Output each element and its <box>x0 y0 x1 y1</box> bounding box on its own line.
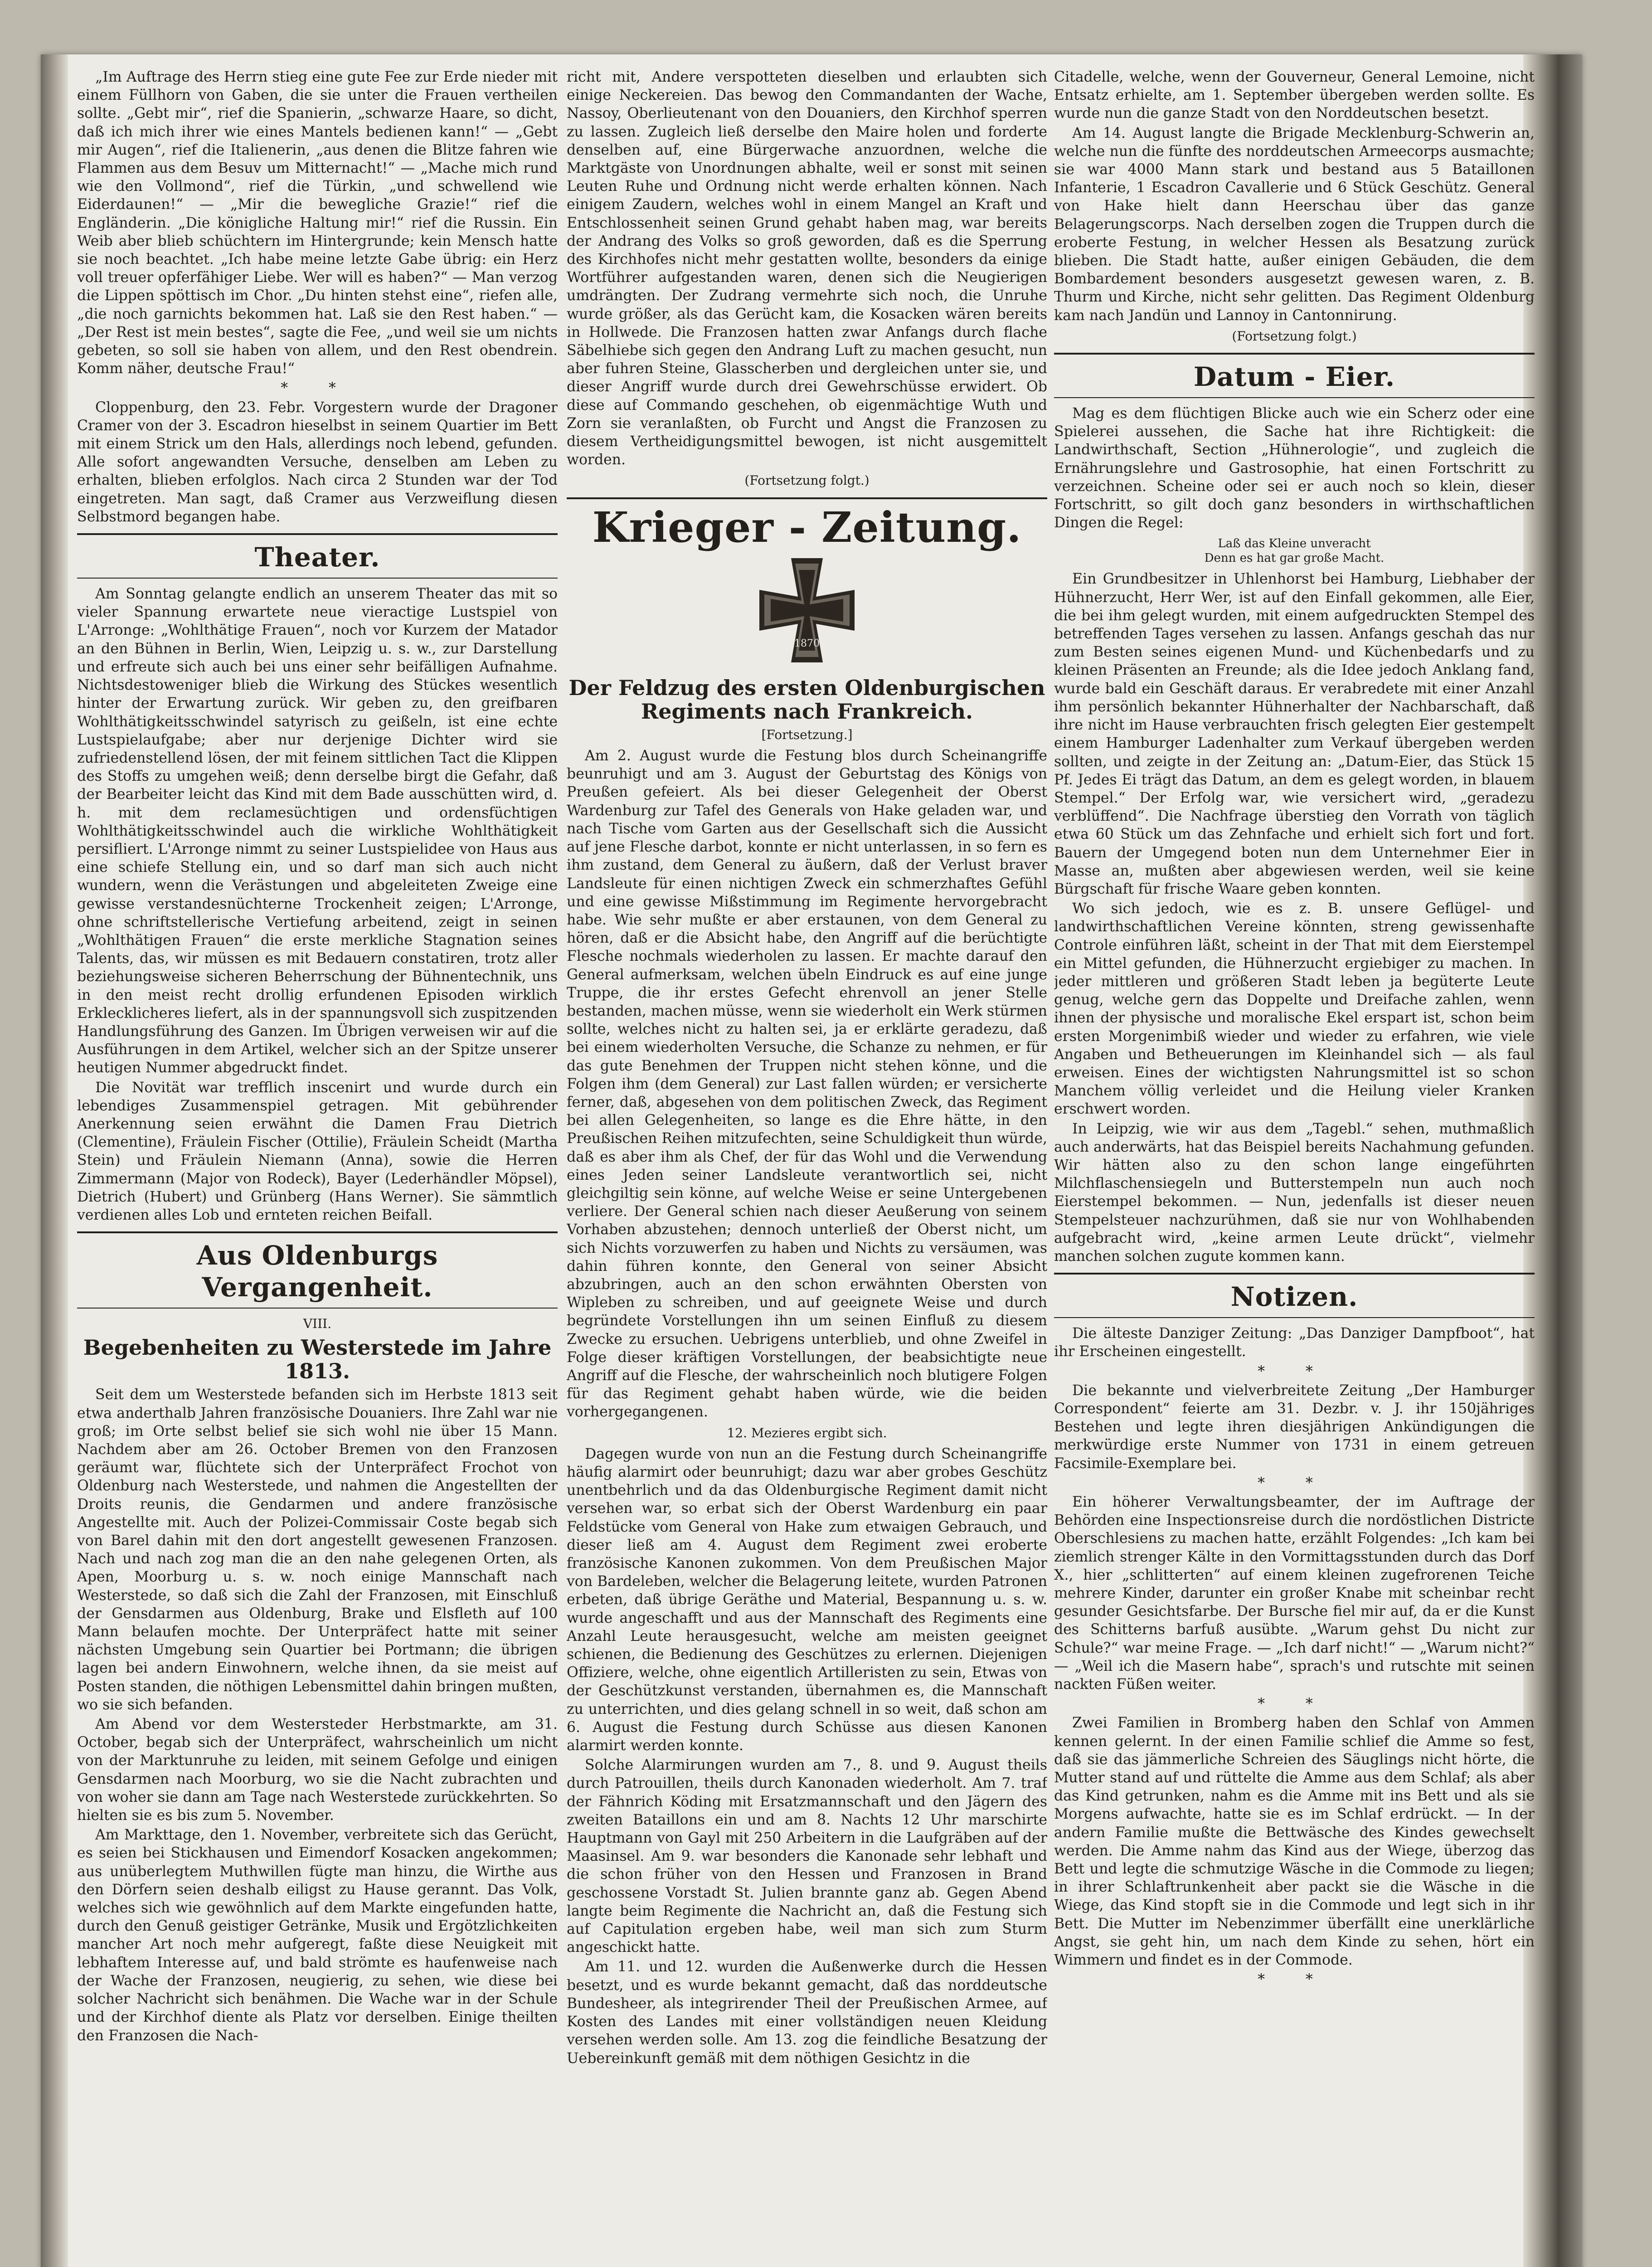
section-rule <box>77 1308 558 1309</box>
article-paragraph: Am 14. August langte die Brigade Mecklenburg-Schwerin an, welche nun die fünfte des norddeutschen Armeecorps ausmachte; sie war 4000 Mann stark und bestand aus 5 Bataillonen Infanterie, 1 Escadron Cavallerie und 6 Stück Geschütz. General von Hake hielt dann Heerschau über das ganze Belagerungscorps. Nach derselben zogen die Truppen durch die eroberte Festung, in welcher Hessen als Besatzung zurück blieben. Die Stadt hatte, außer einigen Gebäuden, die dem Bombardement besonders ausgesetzt gewesen waren, z. B. Thurm und Kirche, nicht sehr gelitten. Das Regiment Oldenburg kam nach Jandün und Lannoy in Cantonnirung. <box>1054 125 1535 324</box>
article-paragraph: Ein Grundbesitzer in Uhlenhorst bei Hamburg, Liebhaber der Hühnerzucht, Herr Wer, ist auf den Einfall gekommen, alle Eier, die bei ihm gelegt wurden, mit einem aufgedruckten Stempel des betreffenden Tages versehen zu lassen. Anfangs geschah das nur zum Besten seines eigenen Mund- und Küchenbedarfs und zu kleinen Präsenten an Freunde; als die Idee jedoch Anklang fand, wurde bald ein Geschäft daraus. Er verabredete mit einer Anzahl ihm persönlich bekannter Hühnerhalter der Nachbarschaft, daß ihre nicht im Hause verbrauchten frisch gelegten Eier gestempelt einem Hamburger Ladenhalter zum Verkauf übergeben werden sollten, und zeigte in der Zeitung an: „Datum-Eier, das Stück 15 Pf. Jedes Ei trägt das Datum, an dem es gelegt worden, in blauem Stempel.“ Der Erfolg war, wie versichert wird, „geradezu verblüffend“. Die Nachfrage überstieg den Vorrath von täglich etwa 60 Stück um das Zehnfache und erhielt sich fort und fort. Bauern der Umgegend boten nun dem Unternehmer Eier in Masse an, mußten aber abgewiesen werden, weil sie keine Bürgschaft für frische Waare geben konnten. <box>1054 571 1535 897</box>
article-paragraph: Seit dem um Westerstede befanden sich im Herbste 1813 seit etwa anderthalb Jahren französische Douaniers. Ihre Zahl war nie groß; im Orte selbst belief sie sich wohl nie über 15 Mann. Nachdem aber am 26. October Bremen von den Franzosen geräumt war, flüchtete sich der Unterpräfect Frochot von Oldenburg nach Westerstede, und nahmen die Angestellten der Droits reunis, die Gendarmen und andere französische Angestellte mit. Auch der Polizei-Commissair Coste begab sich von Barel dahin mit den dort angestellt gewesenen Franzosen. Nach und nach zog man die an den nahe gelegenen Orten, als Apen, Moorburg u. s. w. noch einige Mannschaft nach Westerstede, so daß sich die Zahl der Franzosen, mit Einschluß der Gensdarmen aus Oldenburg, Brake und Elsfleth auf 100 Mann belaufen mochte. Der Unterpräfect hatte mit seiner nächsten Umgebung sein Quartier bei Portmann; die übrigen lagen bei andern Einwohnern, welche ihnen, da sie meist auf Posten standen, die nöthigen Lebensmittel dahin bringen mußten, wo sie sich befanden. <box>77 1386 558 1713</box>
page-binding-edge <box>41 54 68 2267</box>
article-paragraph: Am Abend vor dem Westersteder Herbstmarkte, am 31. October, begab sich der Unterpräfect, wahrscheinlich um nicht von der Marktunruhe zu leiden, mit seinem Gefolge und einigen Gensdarmen nach Moorburg, wo sie die Nacht zubrachten und von woher sie dann am Tage nach Westerstede zurückkehrten. So hielten sie es bis zum 5. November. <box>77 1716 558 1824</box>
article-subtitle: 12. Mezieres ergibt sich. <box>727 1425 887 1440</box>
article-paragraph: Dagegen wurde von nun an die Festung durch Scheinangriffe häufig alarmirt oder beunruhigt; dazu war aber grobes Geschütz unentbehrlich und da das Oldenburgische Regiment damit nicht versehen war, so erbat sich der Oberst Wardenburg ein paar Feldstücke vom General von Hake zum etwaigen Gebrauch, und dieser ließ am 4. August dem Regiment zwei eroberte französische Kanonen zukommen. Von dem Preußischen Major von Bardeleben, welcher die Belagerung leitete, wurden Patronen erbeten, daß übrige Geräthe und Material, Bespannung u. s. w. wurde angeschafft und aus der Mannschaft des Regiments eine Anzahl Leute herausgesucht, welche am meisten geeignet schienen, die Bedienung des Geschützes zu erlernen. Diejenigen Offiziere, welche, ohne eigentlich Artilleristen zu sein, Etwas von der Geschützkunst verstanden, übernahmen es, die Mannschaft zu unterrichten, und dies gelang schnell in so weit, daß schon am 6. August die Festung durch Schüsse aus diesen Kanonen alarmirt werden konnte. <box>567 1445 1047 1754</box>
article-paragraph: Die älteste Danziger Zeitung: „Das Danziger Dampfboot“, hat ihr Erscheinen eingestellt. <box>1054 1325 1535 1360</box>
article-paragraph: Die bekannte und vielverbreitete Zeitung „Der Hamburger Correspondent“ feierte am 31. Dezbr. v. J. ihr 150jähriges Bestehen und legte ihren diesjährigen Ankündigungen die merkwürdige erste Nummer von 1731 in einem getreuen Facsimile-Exemplare bei. <box>1054 1382 1535 1472</box>
separator-stars: * * <box>1258 1363 1331 1380</box>
section-rule <box>77 578 558 579</box>
column-1 <box>77 68 558 2267</box>
article-paragraph: Am Markttage, den 1. November, verbreitete sich das Gerücht, es seien bei Stickhausen und Eimendorf Kosacken angekommen; aus unüberlegtem Muthwillen fügte man hinzu, die Wirthe aus den Dörfern seien deshalb eiligst zu Hause gerannt. Das Volk, welches sich wie gewöhnlich auf dem Markte eingefunden hatte, durch den Genuß geistiger Getränke, Musik und Ergötzlichkeiten mancher Art noch mehr aufgeregt, faßte diese Neuigkeit mit lebhaftem Interesse auf, und bald strömte es haufenweise nach der Wache der Franzosen, neugierig, zu sehen, wie diese bei solcher Nachricht sich benähmen. Die Wache war in der Schule und der Kirchhof diente als Platz vor derselben. Einige theilten den Franzosen die Nach- <box>77 1827 558 2044</box>
article-paragraph: Am 11. und 12. wurden die Außenwerke durch die Hessen besetzt, und es wurde bekannt gemacht, daß das norddeutsche Bundesheer, als integrirender Theil der Preußischen Armee, auf Kosten des Landes mit einer vollständigen neuen Kleidung versehen werden solle. Am 13. zog die feindliche Besatzung der Uebereinkunft gemäß mit dem nöthigen Gesichtz in die <box>567 1959 1047 2067</box>
newspaper-page <box>41 54 1582 2267</box>
column-2 <box>567 68 1047 2267</box>
motto-line: Laß das Kleine unveracht <box>1218 537 1371 551</box>
section-title-history: Aus Oldenburgs Vergangenheit. <box>196 1240 438 1303</box>
article-paragraph: Am 2. August wurde die Festung blos durch Scheinangriffe beunruhigt und am 3. August der Geburtstag des Königs von Preußen gefeiert. Als bei dieser Gelegenheit der Oberst Wardenburg zur Tafel des Generals von Hake geladen war, und nach Tische vom Garten aus der Gesellschaft sich die Aussicht auf jene Flesche darbot, konnte er nicht unterlassen, in so fern es ihm zustand, dem General zu äußern, daß der Verlust braver Landsleute für einen nichtigen Zweck ein schmerzhaftes Gefühl und eine gewisse Mißstimmung im Regimente hervorgebracht habe. Wie sehr mußte er aber erstaunen, von dem General zu hören, daß er die Absicht habe, den Angriff auf die berüchtigte Flesche nochmals wiederholen zu lassen. Er machte darauf den General aufmerksam, welchen übeln Eindruck es auf eine junge Truppe, die ihr erstes Gefecht ehrenvoll an jener Stelle bestanden, machen müsse, wenn sie wiederholt ein Werk stürmen sollte, welches nicht zu halten sei, ja er erklärte geradezu, daß bei einem wiederholten Versuche, die Schanze zu nehmen, er für das gute Benehmen der Truppen nicht stehen könne, und die Folgen ihm (dem General) zur Last fallen würden; er versicherte ferner, daß, abgesehen von dem politischen Zweck, das Regiment bei allen Gelegenheiten, so lange es die Ehre hätte, in den Preußischen Reihen mitzufechten, seine Schuldigkeit thun würde, daß es aber ihm als Chef, der für das Wohl und die Verwendung eines Jeden seiner Landsleute verantwortlich sei, nicht gleichgiltig sein könne, auf welche Weise er seine Untergebenen verliere. Der General schien nach dieser Aeußerung von seinem Vorhaben abzustehen; dennoch unterließ der Oberst nicht, um sich Nichts vorzuwerfen zu haben und Nichts zu versäumen, was dahin führen konnte, den General von seiner Absicht abzubringen, auch an den schon erwähnten Obersten von Wipleben zu schreiben, und auf geeignete Weise und durch begründete Vorstellungen ihn um seinen Einfluß zu diesem Zwecke zu ersuchen. Uebrigens unterblieb, und ohne Zweifel in Folge dieser kräftigen Vorstellungen, der beabsichtigte neue Angriff auf die Flesche, der wahrscheinlich noch blutigere Folgen für das Regiment gehabt haben würde, wie die beiden vorhergegangenen. <box>567 748 1047 1421</box>
continuation-note: (Fortsetzung folgt.) <box>1232 328 1357 344</box>
article-paragraph: Citadelle, welche, wenn der Gouverneur, General Lemoine, nicht Entsatz erhielte, am 1. September übergeben werden sollte. Es wurde nun die ganze Stadt von den Norddeutschen besetzt. <box>1054 69 1535 122</box>
article-paragraph: „Im Auftrage des Herrn stieg eine gute Fee zur Erde nieder mit einem Füllhorn von Gaben, die sie unter die Frauen vertheilen sollte. „Gebt mir“, rief die Spanierin, „schwarze Haare, so dicht, daß ich mich ihrer wie eines Mantels bedienen kann!“ — „Gebt mir Augen“, rief die Italienerin, „aus denen die Blitze fahren wie Flammen aus dem Besuv um Mitternacht!“ — „Mache mich rund wie den Vollmond“, rief die Türkin, „und schwellend wie Eiderdaunen!“ — „Mir die bewegliche Grazie!“ rief die Engländerin. „Die königliche Haltung mir!“ rief die Russin. Ein Weib aber blieb schüchtern im Hintergrunde; kein Mensch hatte sie noch beachtet. „Ich habe meine letzte Gabe übrig: ein Herz voll treuer opferfähiger Liebe. Wer will es haben?“ — Man verzog die Lippen spöttisch im Chor. „Du hinten stehst eine“, riefen alle, „die noch garnichts bekommen hat. Laß sie den Rest haben.“ — „Der Rest ist mein bestes“, sagte die Fee, „und weil sie um nichts gebeten, so soll sie haben von allem, und den Rest obendrein. Komm näher, deutsche Frau!“ <box>77 69 558 377</box>
section-rule <box>77 1231 558 1233</box>
article-title-feldzug: Der Feldzug des ersten Oldenburgischen Regiments nach Frankreich. <box>568 675 1045 724</box>
separator-stars: * * <box>281 380 354 397</box>
section-title-krieger-zeitung: Krieger - Zeitung. <box>592 502 1022 552</box>
iron-cross-icon <box>748 554 866 667</box>
continuation-note: (Fortsetzung folgt.) <box>744 473 870 488</box>
article-subtitle: Begebenheiten zu Westerstede im Jahre 1813. <box>83 1335 552 1384</box>
section-rule <box>1054 1317 1535 1318</box>
article-paragraph: Ein höherer Verwaltungsbeamter, der im Auftrage der Behörden eine Inspectionsreise durch die nordöstlichen Districte Oberschlesiens zu machen hatte, erzählt Folgendes: „Ich kam bei ziemlich strenger Kälte in den Vormittagsstunden durch das Dorf X., hier „schlitterten“ auf einem kleinen zugefrorenen Teiche mehrere Kinder, darunter ein großer Knabe mit scheinbar recht gesunder Gesichtsfarbe. Der Bursche fiel mir auf, da er die Kunst des Schitterns barfuß ausübte. „Warum gehst Du nicht zur Schule?“ war meine Frage. — „Ich darf nicht!“ — „Warum nicht?“ — „Weil ich die Masern habe“, sprach's und rutschte mit seinen nackten Füßen weiter. <box>1054 1494 1535 1693</box>
iron-cross-emblem <box>567 554 1047 671</box>
article-paragraph: Wo sich jedoch, wie es z. B. unsere Geflügel- und landwirthschaftlichen Vereine könnten, streng gewissenhafte Controle einführen läßt, scheint in der That mit dem Eierstempel ein Mittel gefunden, die Hühnerzucht ergiebiger zu machen. In jeder mittleren und größeren Stadt leben ja begüterte Leute genug, welche gern das Doppelte und Dreifache zahlen, wenn ihnen der physische und moralische Ekel erspart ist, schon beim ersten Morgenimbiß wieder und wieder zu erfahren, wie viele Angaben und Betheuerungen im Kleinhandel sich — als faul erweisen. Eines der wichtigsten Nahrungsmittel ist so schon Manchem völlig verleidet und die Heilung vieler Kranken erschwert worden. <box>1054 900 1535 1118</box>
section-title-theater: Theater. <box>254 542 380 573</box>
separator-stars: * * <box>1258 1971 1331 1988</box>
article-paragraph: Am Sonntag gelangte endlich an unserem Theater das mit so vieler Spannung erwartete neue vieractige Lustspiel von L'Arronge: „Wohlthätige Frauen“, noch vor Kurzem der Matador an den Bühnen in Berlin, Wien, Leipzig u. s. w., zur Darstellung und erfreute sich auch bei uns einer sehr beifälligen Aufnahme. Nichtsdestoweniger blieb die Wirkung des Stückes wesentlich hinter der Erwartung zurück. Wir geben zu, den greifbaren Wohlthätigkeitsschwindel satyrisch zu geißeln, ist eine echte Lustspielaufgabe; aber nur derjenige Dichter wird sie zufriedenstellend lösen, der mit feinem sittlichen Tact die Klippen des Stoffs zu umgehen weiß; denn derselbe birgt die Gefahr, daß der Bearbeiter leicht das Kind mit dem Bade ausschütten wird, d. h. mit dem reclamesüchtigen und ordensfüchtigen Wohlthätigkeitsschwindel auch die wirkliche Wohlthätigkeit persifliert. L'Arronge nimmt zu seiner Lustspielidee von Haus aus eine schiefe Stellung ein, und so darf man sich auch nicht wundern, wenn die Verästungen und abgeleiteten Zweige eine gewisse verstandesnüchterne Trockenheit zeigen; L'Arronge, ohne schriftstellerische Vertiefung arbeitend, zeigt in seinen „Wohlthätigen Frauen“ die erste merkliche Stagnation seines Talents, das, wir müssen es mit Bedauern constatiren, trotz aller beziehungsweise sicheren Beherrschung der Bühnentechnik, uns in den meist recht drollig erfundenen Episoden wirklich Erklecklicheres liefert, als in der spannungsvoll sich zuspitzenden Handlungsführung des Ganzen. Im Übrigen verweisen wir auf die Ausführungen in dem Artikel, welcher sich an der Spitze unserer heutigen Nummer abgedruckt findet. <box>77 586 558 1076</box>
section-rule <box>1054 353 1535 355</box>
article-paragraph: In Leipzig, wie wir aus dem „Tagebl.“ sehen, muthmaßlich auch anderwärts, hat das Beispiel bereits Nachahmung gefunden. Wir hätten also zu den schon lange eingeführten Milchflaschensiegeln und Butterstempeln nun auch noch Eierstempel bekommen. — Nun, jedenfalls ist dieser neuen Stempelsteuer nachzurühmen, daß sie nur von Wohlhabenden aufgebracht wird, „keine armen Leute drückt“, vielmehr manchen solchen zugute kommen kann. <box>1054 1120 1535 1265</box>
article-paragraph: Die Novität war trefflich inscenirt und wurde durch ein lebendiges Zusammenspiel getragen. Mit gebührender Anerkennung seien erwähnt die Damen Frau Dietrich (Clementine), Fräulein Fischer (Ottilie), Fräulein Scheidt (Martha Stein) und Fräulein Niemann (Anna), sowie die Herren Zimmermann (Major von Rodeck), Bayer (Lederhändler Möpsel), Dietrich (Hubert) und Grünberg (Hans Werner). Sie sämmtlich verdienen alles Lob und ernteten reichen Beifall. <box>77 1079 558 1223</box>
article-paragraph: Cloppenburg, den 23. Febr. Vorgestern wurde der Dragoner Cramer von der 3. Escadron hieselbst in seinem Quartier im Bett mit einem Strick um den Hals, allerdings noch lebend, gefunden. Alle sofort angewandten Versuche, denselben am Leben zu erhalten, blieben erfolglos. Nach circa 2 Stunden war der Tod eingetreten. Man sagt, daß Cramer aus Verzweiflung diesen Selbstmord begangen habe. <box>77 399 558 525</box>
section-rule <box>567 497 1047 499</box>
section-rule <box>1054 397 1535 398</box>
section-title-datum-eier: Datum - Eier. <box>1193 361 1395 393</box>
cross-year: 1870 <box>794 637 820 649</box>
motto-line: Denn es hat gar große Macht. <box>1204 551 1385 565</box>
article-paragraph: Solche Alarmirungen wurden am 7., 8. und 9. August theils durch Patrouillen, theils durch Kanonaden wiederholt. Am 7. traf der Fähnrich Köding mit Ersatzmannschaft und den Jägern des zweiten Bataillons ein und am 8. Nachts 12 Uhr marschirte Hauptmann von Gayl mit 250 Arbeitern in die Laufgräben auf der Maasinsel. Am 9. war besonders die Kanonade sehr lebhaft und die schon früher von den Hessen und Franzosen in Brand geschossene Vorstadt St. Julien brannte ganz ab. Gegen Abend langte beim Regimente die Nachricht an, daß die Festung sich auf Capitulation ergeben habe, weil man sich zum Sturm angeschickt hatte. <box>567 1757 1047 1956</box>
section-title-notizen: Notizen. <box>1230 1281 1358 1313</box>
column-3 <box>1054 68 1535 2267</box>
separator-stars: * * <box>1258 1696 1331 1712</box>
chapter-number: VIII. <box>303 1316 332 1332</box>
section-rule <box>1054 1273 1535 1275</box>
article-paragraph: richt mit, Andere verspotteten dieselben und erlaubten sich einige Neckereien. Das bewog den Commandanten der Wache, Nassoy, Oberlieutenant von den Douaniers, den Kirchhof sperren zu lassen. Zugleich ließ derselbe den Maire holen und forderte denselben auf, eine Bürgerwache anzuordnen, welche die Marktgäste von Unordnungen abhalte, weil er sonst mit seinen Leuten Ruhe und Ordnung nicht werde erhalten können. Nach einigem Zaudern, welches wohl in einem Mangel an Kraft und Entschlossenheit seinen Grund gehabt haben mag, war bereits der Andrang des Volks so groß geworden, daß es die Sperrung des Kirchhofes nicht mehr gestatten wollte, besonders da einige Wortführer aufgestanden waren, denen sich die Neugierigen umdrängten. Der Zudrang vermehrte sich noch, die Unruhe wurde größer, als das Gerücht kam, die Kosacken wären bereits in Hollwede. Die Franzosen hatten zwar Anfangs durch flache Säbelhiebe sich gegen den Andrang Luft zu machen gesucht, nun aber fuhren Steine, Glasscherben und dergleichen unter sie, und dieser Angriff wurde durch drei Gewehrschüsse erwidert. Ob diese auf Commando geschehen, ob eigenmächtige Wuth und Zorn sie veranlaßten, ob Furcht und Angst die Franzosen zu diesem Vertheidigungsmittel bewogen, ist nicht ausgemittelt worden. <box>567 69 1047 468</box>
article-paragraph: Zwei Familien in Bromberg haben den Schlaf von Ammen kennen gelernt. In der einen Familie schlief die Amme so fest, daß sie das jämmerliche Schreien des Säuglings nicht hörte, die Mutter stand auf und rüttelte die Amme aus dem Schlaf; als aber das Kind getrunken, nahm es die Amme mit ins Bett und als sie Morgens aufwachte, hatte sie es im Schlaf erdrückt. — In der andern Familie mußte die Bettwäsche des Kindes gewechselt werden. Die Amme nahm das Kind aus der Wiege, überzog das Bett und legte die schmutzige Wäsche in die Commode zu liegen; in ihrer Schlaftrunkenheit aber packt sie die Wäsche in die Wiege, das Kind stopft sie in die Commode und legt sich in ihr Bett. Die Mutter im Nebenzimmer überfällt eine unerklärliche Angst, sie geht hin, um nach dem Kinde zu sehen, hört ein Wimmern und findet es in der Commode. <box>1054 1715 1535 1969</box>
section-rule <box>77 533 558 535</box>
continuation-note: [Fortsetzung.] <box>761 727 853 742</box>
article-paragraph: Mag es dem flüchtigen Blicke auch wie ein Scherz oder eine Spielerei aussehen, die Sache hat ihre Richtigkeit: die Landwirthschaft, Section „Hühnerologie“, und zugleich die Ernährungslehre und Gastrosophie, hat einen Fortschritt zu verzeichnen. Scheine oder sei er auch noch so klein, dieser Fortschritt, so gilt doch ganz besonders in wirthschaftlichen Dingen die Regel: <box>1054 405 1535 531</box>
separator-stars: * * <box>1258 1474 1331 1491</box>
